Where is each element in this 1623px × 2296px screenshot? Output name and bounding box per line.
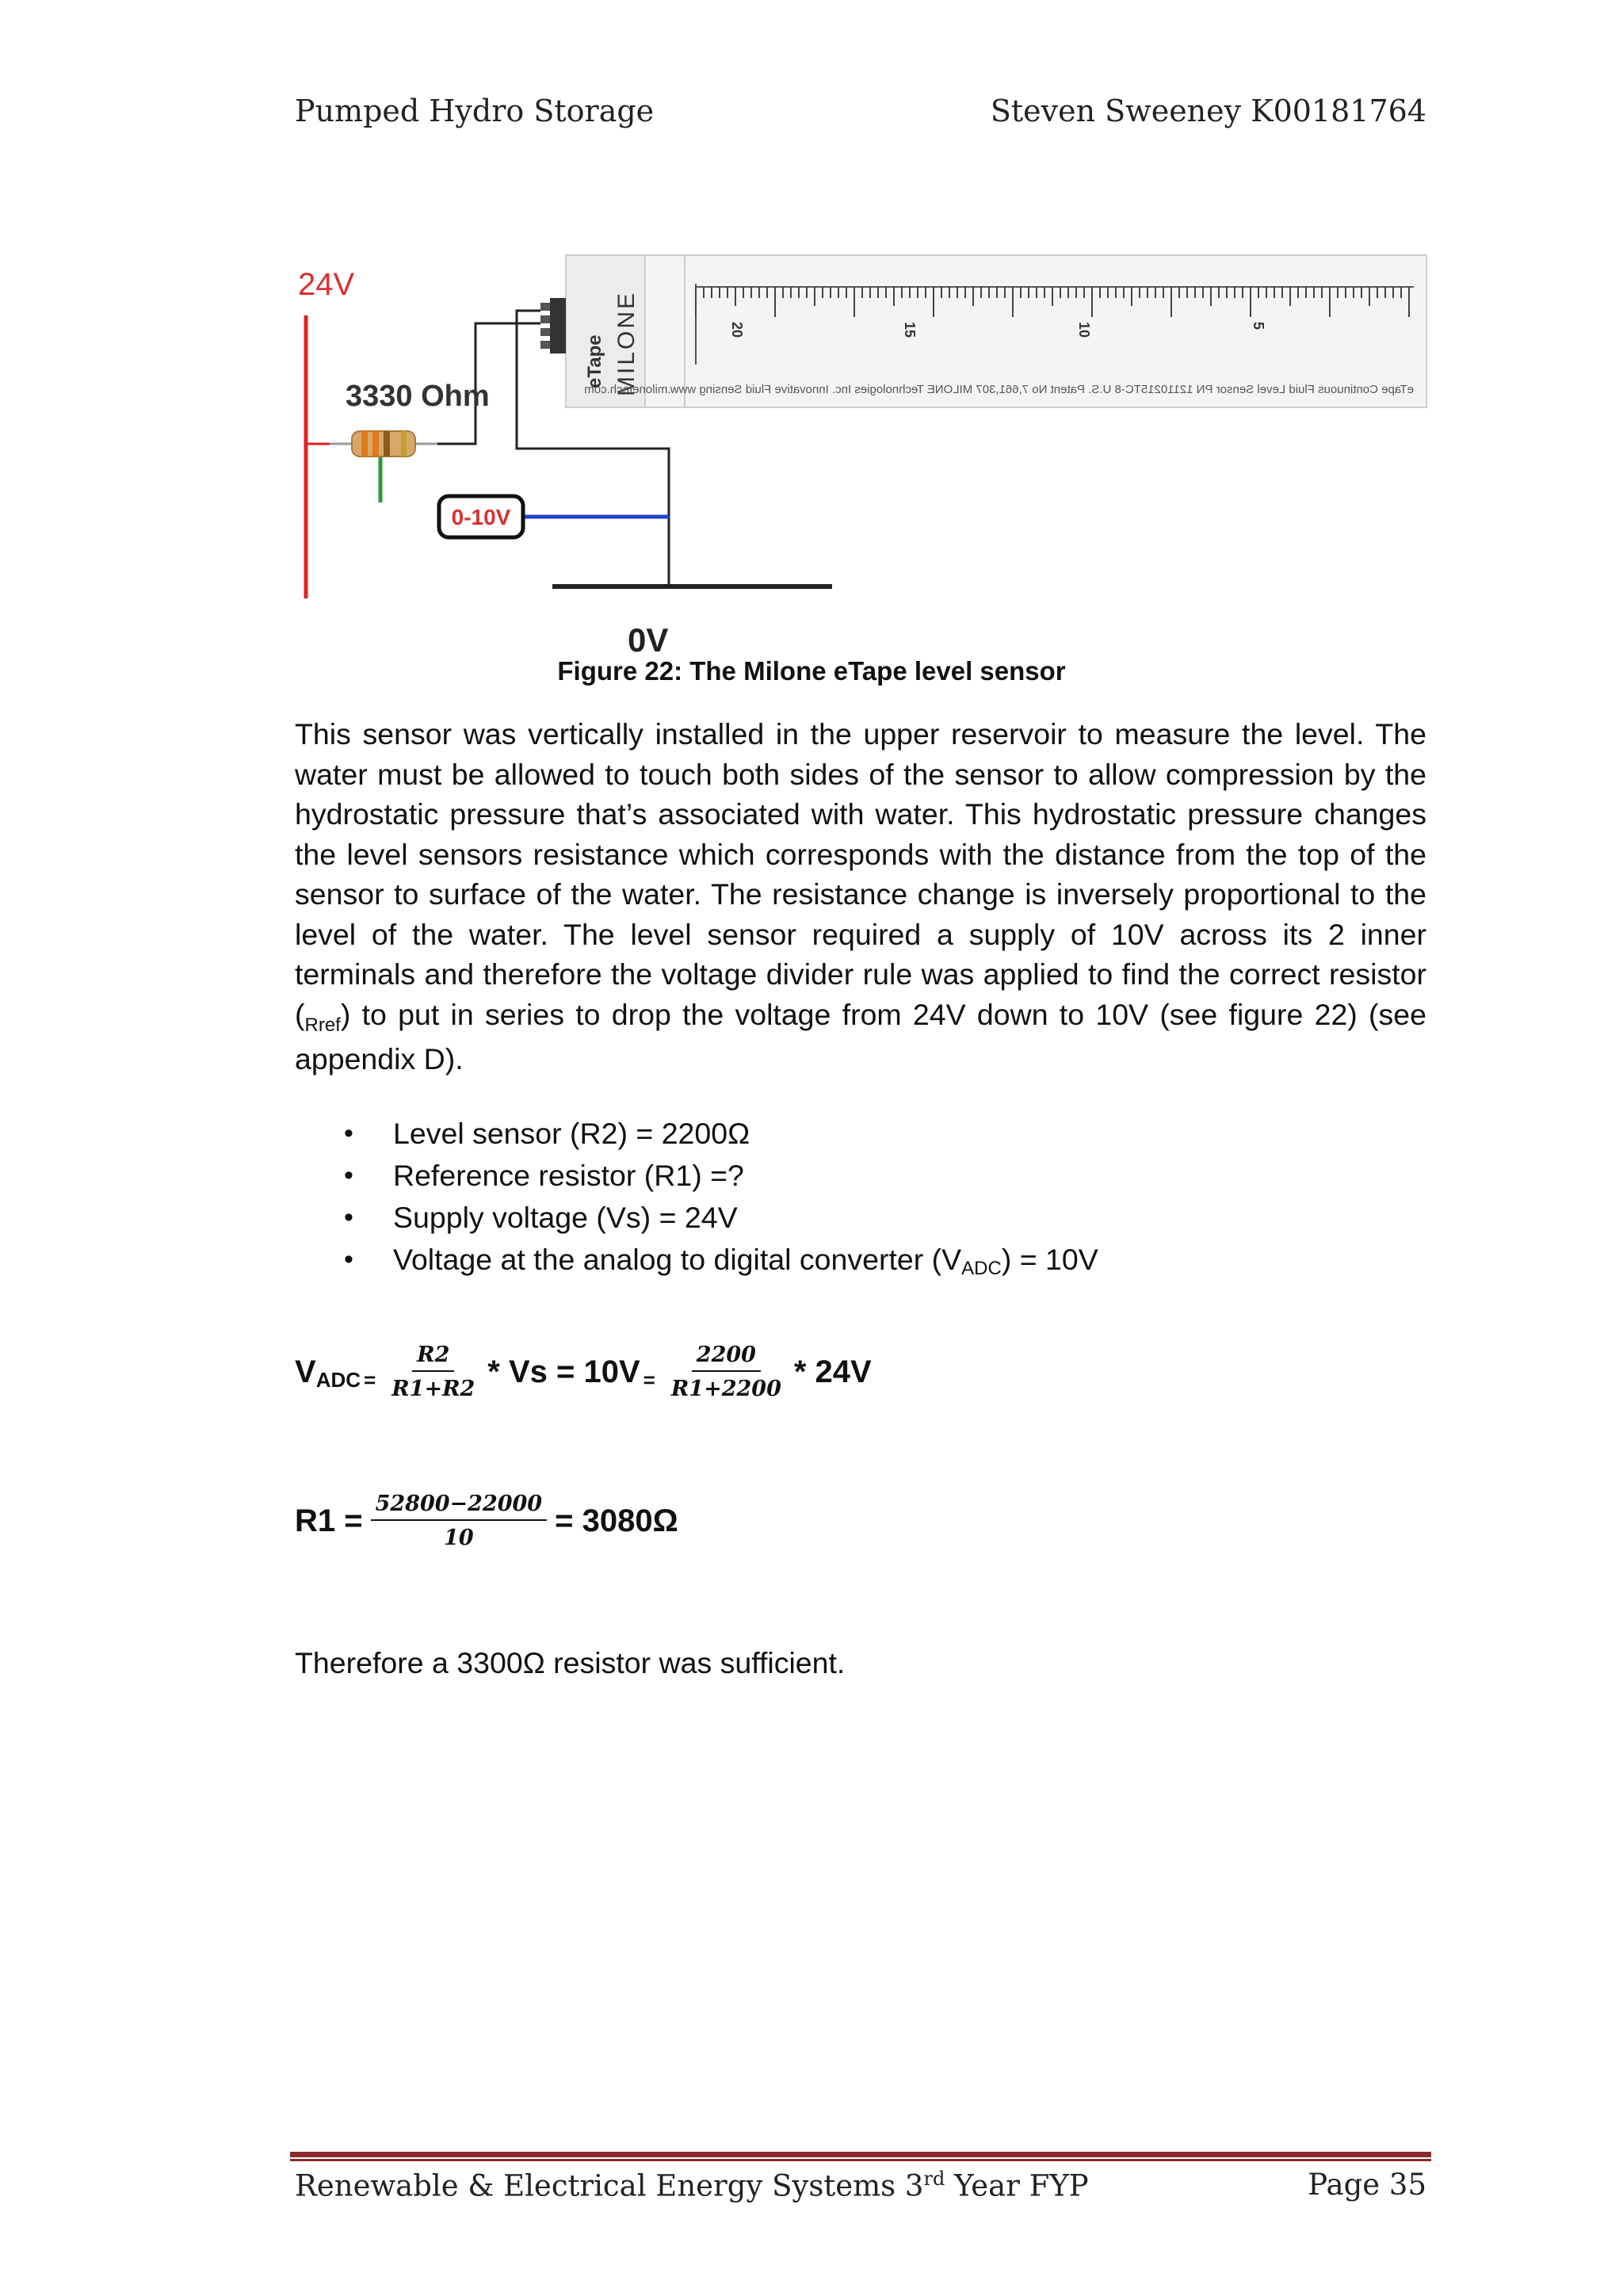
supply-label: 24V xyxy=(298,267,355,302)
header-left: Pumped Hydro Storage xyxy=(295,94,655,128)
figure-caption: Figure 22: The Milone eTape level sensor xyxy=(557,656,1066,686)
r1-equation xyxy=(295,1492,678,1550)
eq2-result: = 3080Ω xyxy=(555,1503,678,1538)
footer-left xyxy=(295,2168,1089,2202)
footer-left-tail: Year FYP xyxy=(945,2168,1089,2203)
etape-brand-label: eTape xyxy=(584,334,605,388)
resistor-label: 3330 Ohm xyxy=(346,380,490,413)
connector-pins xyxy=(540,298,566,353)
eq2-lhs: R1 = xyxy=(295,1503,363,1538)
resistor-3330-ohm xyxy=(330,431,437,457)
parameter-list xyxy=(295,1113,1098,1281)
eq2-fraction xyxy=(371,1492,548,1550)
scale-number-20: 20 xyxy=(729,322,745,338)
eq1-equals: = xyxy=(364,1367,376,1392)
eq1-middle: * Vs = 10V xyxy=(487,1354,640,1389)
fraction-numerator: R2 xyxy=(412,1343,454,1372)
footer-rule-top xyxy=(290,2152,1431,2157)
scale-number-10: 10 xyxy=(1076,322,1092,338)
header-right: Steven Sweeney K00181764 xyxy=(990,94,1426,128)
milone-brand-label: MILONE xyxy=(613,290,640,396)
bullet4-post: ) = 10V xyxy=(1001,1243,1098,1276)
rref-subscript: Rref xyxy=(304,1014,341,1036)
footer-rule-bottom xyxy=(290,2159,1431,2161)
eq1-lhs: V xyxy=(295,1354,316,1389)
list-item xyxy=(295,1239,1098,1281)
fraction-denominator: 10 xyxy=(444,1526,474,1550)
scale-number-15: 15 xyxy=(902,322,918,338)
eq1-fraction-1 xyxy=(387,1343,479,1401)
vadc-equation xyxy=(295,1343,872,1401)
list-item: • Reference resistor (R1) =? xyxy=(295,1155,1098,1197)
fraction-numerator: 52800−22000 xyxy=(371,1492,548,1521)
etape-circuit-figure xyxy=(295,238,1428,666)
footer-superscript: rd xyxy=(923,2168,945,2190)
fraction-numerator: 2200 xyxy=(692,1343,761,1372)
ground-label: 0V xyxy=(628,621,669,659)
list-item: • Level sensor (R2) = 2200Ω xyxy=(295,1113,1098,1155)
output-label: 0-10V xyxy=(451,505,511,529)
footer-rule xyxy=(290,2152,1431,2161)
fraction-denominator: R1+R2 xyxy=(391,1377,475,1401)
footer-page-number: Page 35 xyxy=(1308,2168,1426,2202)
body-paragraph xyxy=(295,714,1426,1079)
fraction-denominator: R1+2200 xyxy=(670,1377,781,1401)
eq1-equals-2: = xyxy=(643,1367,655,1392)
paragraph-main: This sensor was vertically installed in the upper reservoir to measure the level. The water must be allowed to touch both sides of the sensor to allow compression by the hydrostatic pressure that’s associated with water. This hydrostatic pressure changes the level sensors resistance which corresponds with the distance from the top of the sensor to surface of the water. The resistance change is inversely proportional to the level of the water. The level sensor required a supply of 10V across its 2 inner terminals and therefore the voltage divider rule was applied to find the correct resistor ( xyxy=(295,717,1426,1031)
list-item: • Supply voltage (Vs) = 24V xyxy=(295,1197,1098,1239)
scale-number-5: 5 xyxy=(1251,322,1266,330)
conclusion-text: Therefore a 3300Ω resistor was sufficient. xyxy=(295,1646,846,1679)
bullet4-pre: Voltage at the analog to digital converter (V xyxy=(393,1243,962,1276)
paragraph-tail: ) to put in series to drop the voltage from 24V down to 10V (see figure 22) (see appendix D). xyxy=(295,997,1426,1075)
eq1-tail: * 24V xyxy=(793,1354,872,1389)
adc-subscript: ADC xyxy=(961,1258,1002,1279)
eq1-fraction-2 xyxy=(666,1343,786,1401)
eq1-lhs-sub: ADC xyxy=(315,1367,361,1392)
etape-footer-text: eTape Continuous Fluid Level Sensor PN 12110215TC-8 U.S. Patent No 7,661,307 MILONE Technologies Inc. Innovative Fluid Sensing www.milonetech.com xyxy=(584,383,1414,396)
footer-left-text: Renewable & Electrical Energy Systems 3 xyxy=(295,2168,924,2203)
